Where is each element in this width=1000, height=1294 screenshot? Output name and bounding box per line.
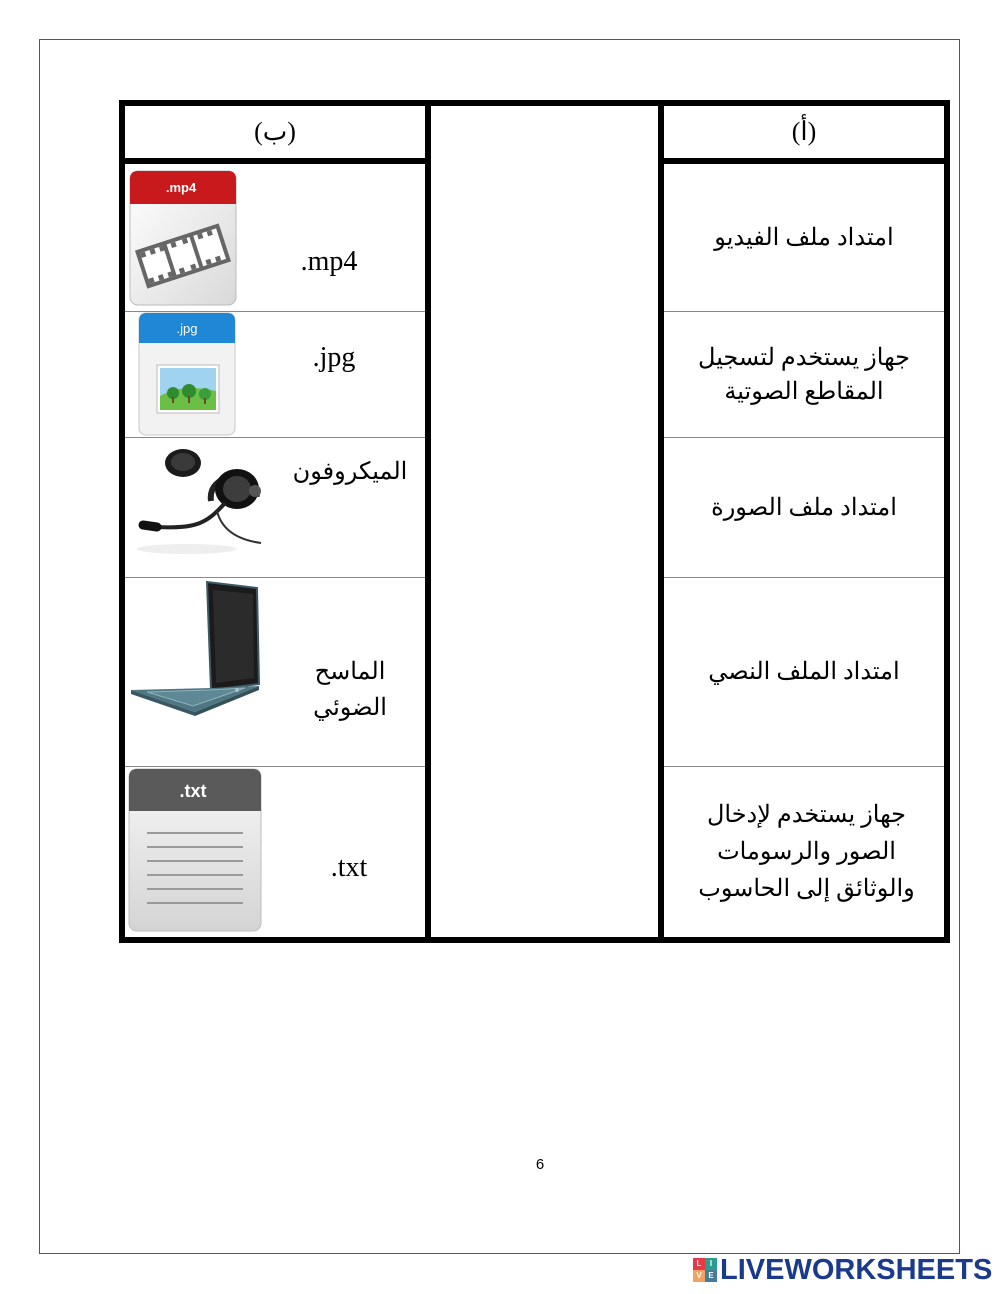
logo-letter: E (705, 1270, 717, 1282)
column-b-header: (ب) (254, 117, 296, 146)
txt-file-icon (127, 767, 263, 933)
column-b-label-4: الماسح الضوئي (313, 659, 387, 721)
mp4-file-icon (127, 168, 239, 308)
page-number: 6 (535, 1156, 545, 1173)
brand-name: LIVEWORKSHEETS (720, 1253, 993, 1286)
column-b-label-5: .txt (330, 852, 368, 883)
header-rule-b (119, 158, 431, 164)
answer-column[interactable] (431, 106, 658, 937)
row-rule (125, 577, 425, 578)
flatbed-scanner-icon (125, 580, 265, 716)
column-b-label-1: .mp4 (300, 246, 358, 277)
column-a-item-4: امتداد الملف النصي (708, 659, 900, 685)
column-a-item-2: جهاز يستخدم لتسجيل المقاطع الصوتية (698, 344, 910, 405)
logo-letter: L (693, 1258, 705, 1270)
liveworksheets-logo-icon (693, 1258, 717, 1282)
txt-badge-text: .txt (179, 781, 207, 801)
row-rule (125, 437, 425, 438)
logo-letter: V (693, 1270, 705, 1282)
column-a-item-5: جهاز يستخدم لإدخال الصور والرسومات والوثائق إلى الحاسوب (698, 801, 915, 902)
column-b-label-3: الميكروفون (292, 459, 408, 485)
matching-table (119, 100, 950, 943)
column-a-header: (أ) (791, 117, 817, 146)
column-a-item-3: امتداد ملف الصورة (711, 494, 897, 521)
column-a-item-1: امتداد ملف الفيديو (714, 224, 894, 251)
headset-microphone-icon (127, 445, 267, 565)
liveworksheets-brand[interactable] (693, 1253, 992, 1287)
column-b-label-2: .jpg (312, 342, 356, 373)
mp4-badge-text: .mp4 (165, 180, 197, 195)
jpg-badge-text: .jpg (176, 321, 198, 336)
jpg-file-icon (137, 311, 237, 437)
logo-letter: I (705, 1258, 717, 1270)
